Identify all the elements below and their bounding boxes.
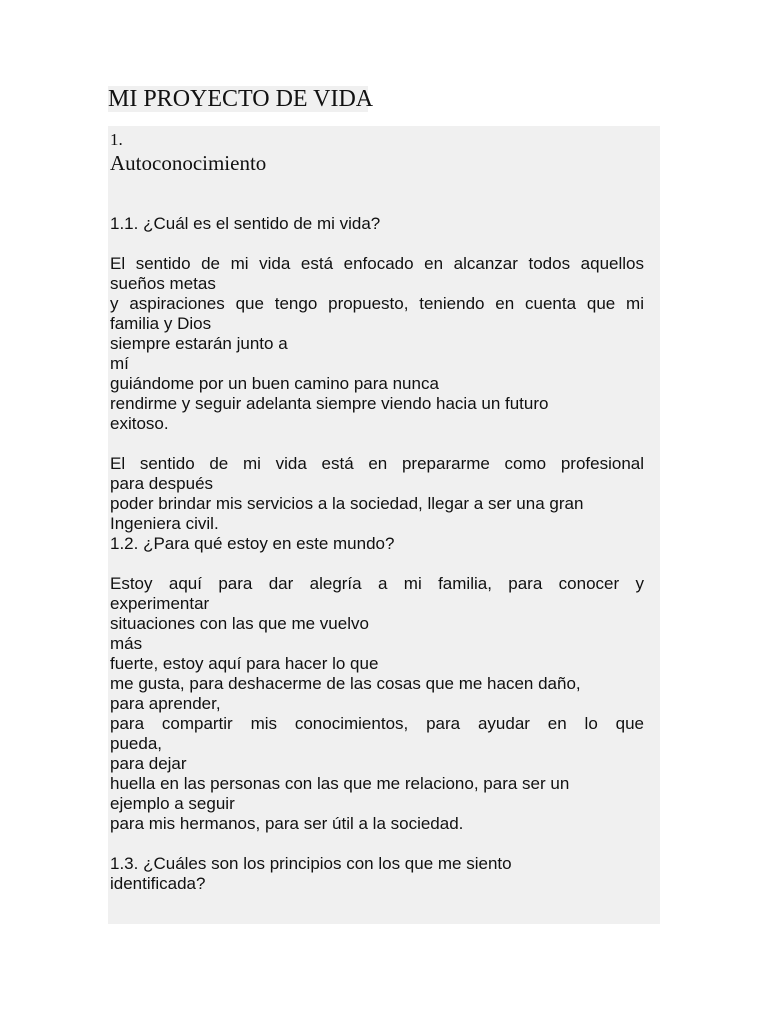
paragraph-line: situaciones con las que me vuelvo <box>110 614 369 633</box>
document-body <box>110 214 660 894</box>
content-panel <box>108 126 660 924</box>
question-heading: 1.3. ¿Cuáles son los principios con los que me siento <box>110 854 512 873</box>
paragraph-line: mí <box>110 354 129 373</box>
paragraph-line: pueda, <box>110 734 162 753</box>
paragraph-line: y aspiraciones que tengo propuesto, teniendo en cuenta que mi <box>110 294 644 313</box>
paragraph-line: Estoy aquí para dar alegría a mi familia, para conocer y <box>110 574 644 593</box>
document-title: MI PROYECTO DE VIDA <box>108 86 374 112</box>
spacer <box>110 234 660 254</box>
paragraph-line: poder brindar mis servicios a la sociedad, llegar a ser una gran <box>110 494 584 513</box>
question-heading: 1.1. ¿Cuál es el sentido de mi vida? <box>110 214 381 233</box>
question-heading: identificada? <box>110 874 206 893</box>
paragraph-line: exitoso. <box>110 414 169 433</box>
spacer <box>110 176 660 214</box>
question-heading: 1.2. ¿Para qué estoy en este mundo? <box>110 534 395 553</box>
paragraph-line: para después <box>110 474 214 493</box>
spacer <box>110 834 660 854</box>
paragraph-line: me gusta, para deshacerme de las cosas que me hacen daño, <box>110 674 581 693</box>
paragraph-line: fuerte, estoy aquí para hacer lo que <box>110 654 379 673</box>
paragraph <box>110 454 660 534</box>
paragraph-line: El sentido de mi vida está en prepararme como profesional <box>110 454 644 473</box>
paragraph-line: huella en las personas con las que me relaciono, para ser un <box>110 774 570 793</box>
spacer <box>110 434 660 454</box>
paragraph <box>110 574 660 834</box>
section-title: Autoconocimiento <box>110 151 267 175</box>
paragraph-line: sueños metas <box>110 274 216 293</box>
paragraph-line: familia y Dios <box>110 314 212 333</box>
paragraph-line: rendirme y seguir adelanta siempre viendo hacia un futuro <box>110 394 549 413</box>
paragraph-line: para compartir mis conocimientos, para ayudar en lo que <box>110 714 644 733</box>
paragraph-line: ejemplo a seguir <box>110 794 235 813</box>
paragraph-line: Ingeniera civil. <box>110 514 219 533</box>
paragraph-line: siempre estarán junto a <box>110 334 288 353</box>
paragraph-line: guiándome por un buen camino para nunca <box>110 374 439 393</box>
paragraph-line: para mis hermanos, para ser útil a la sociedad. <box>110 814 464 833</box>
spacer <box>110 554 660 574</box>
paragraph-line: más <box>110 634 143 653</box>
paragraph-line: para dejar <box>110 754 187 773</box>
section-number: 1. <box>110 130 123 149</box>
paragraph-line: para aprender, <box>110 694 221 713</box>
paragraph-line: experimentar <box>110 594 210 613</box>
paragraph <box>110 254 660 434</box>
paragraph-line: El sentido de mi vida está enfocado en alcanzar todos aquellos <box>110 254 644 273</box>
